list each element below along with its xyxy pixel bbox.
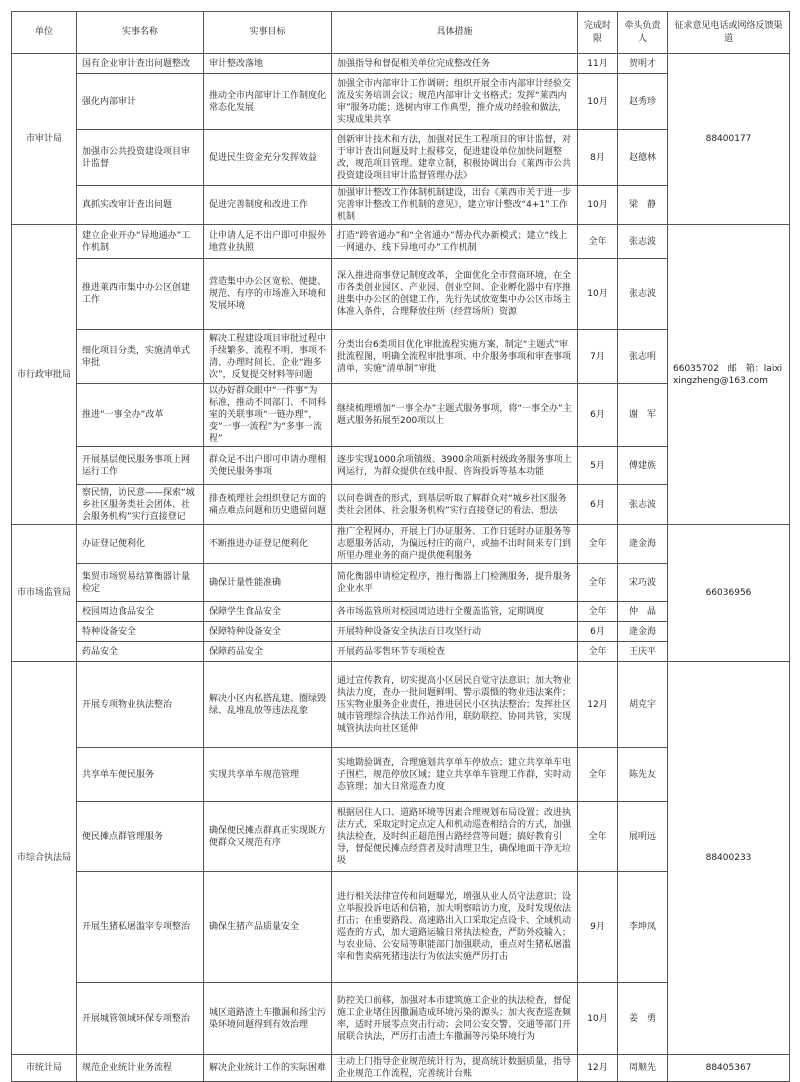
owner-cell: 赵秀珍 (618, 74, 668, 130)
project-goal-cell: 以办好群众眼中“一件事”为标准，推动不同部门、不同科室的关联事项“一链办理”，变“一事一流程”为“多事一流程” (204, 384, 332, 447)
project-name-cell: 共享单车便民服务 (77, 748, 204, 802)
deadline-cell: 10月 (578, 186, 618, 225)
project-goal-cell: 排查梳理社会组织登记方面的痛点难点问题和历史遗留问题 (204, 485, 332, 525)
deadline-cell: 全年 (578, 525, 618, 564)
deadline-cell: 12月 (578, 1055, 618, 1082)
measures-cell: 加强指导和督促相关单位完成整改任务 (332, 54, 578, 74)
owner-cell: 周顺先 (618, 1055, 668, 1082)
project-name-cell: 强化内部审计 (77, 74, 204, 130)
unit-cell: 市市场监管局 (12, 525, 77, 662)
table-body (12, 54, 790, 1082)
table-row (12, 1055, 790, 1082)
project-name-cell: 校园周边食品安全 (77, 602, 204, 622)
deadline-cell: 全年 (578, 564, 618, 602)
owner-cell: 宋巧波 (618, 564, 668, 602)
deadline-cell: 10月 (578, 259, 618, 330)
deadline-cell: 10月 (578, 74, 618, 130)
header-row (12, 12, 790, 54)
project-name-cell: 开展生猪私屠滥宰专项整治 (77, 872, 204, 983)
header-owner: 牵头负责人 (618, 12, 668, 54)
project-name-cell: 办证登记便利化 (77, 525, 204, 564)
table-row (12, 525, 790, 564)
project-name-cell: 加强市公共投资建设项目审计监督 (77, 130, 204, 186)
deadline-cell: 7月 (578, 330, 618, 384)
deadline-cell: 11月 (578, 54, 618, 74)
header-unit: 单位 (12, 12, 77, 54)
owner-cell: 谢 军 (618, 384, 668, 447)
deadline-cell: 5月 (578, 447, 618, 485)
measures-cell: 逐步实现1000余项镇级、3900余项新村级政务服务事项上网运行，为群众提供在线申报、咨询投诉等基本功能 (332, 447, 578, 485)
projects-table (11, 11, 790, 1082)
deadline-cell: 全年 (578, 225, 618, 259)
table-row (12, 662, 790, 748)
owner-cell: 赵德林 (618, 130, 668, 186)
project-name-cell: 察民情，访民意——探索“城乡社区服务类社会团体、社会服务机构”实行直接登记 (77, 485, 204, 525)
header-name: 实事名称 (77, 12, 204, 54)
project-goal-cell: 保障特种设备安全 (204, 622, 332, 642)
owner-cell: 陈先友 (618, 748, 668, 802)
deadline-cell: 12月 (578, 662, 618, 748)
measures-cell: 打造“跨省通办”和“全省通办”帮办代办新模式；建立“线上一网通办、线下异地可办”工作机制 (332, 225, 578, 259)
owner-cell: 胡克宇 (618, 662, 668, 748)
measures-cell: 开展药品零售环节专项检查 (332, 642, 578, 662)
project-name-cell: 集贸市场贸易结算衡器计量检定 (77, 564, 204, 602)
header-goal: 实事目标 (204, 12, 332, 54)
project-name-cell: 开展城管领域环保专项整治 (77, 983, 204, 1055)
header-measures: 具体措施 (332, 12, 578, 54)
measures-cell: 简化衡器申请检定程序，推行衡器上门检测服务，提升服务企业水平 (332, 564, 578, 602)
measures-cell: 以问卷调查的形式，到基层听取了解群众对“城乡社区服务类社会团体、社会服务机构”实行直接登记的看法、想法 (332, 485, 578, 525)
measures-cell: 推广全程网办，开展上门办证服务、工作日延时办证服务等志愿服务活动，为偏远村庄的商户，或抽不出时间来专门到所里办理业务的商户提供便利服务 (332, 525, 578, 564)
measures-cell: 深入推进商事登记制度改革，全面优化全市营商环境，在全市各类创业园区、产业园、创业空间、企业孵化器中有序推进集中办公区的创建工作，先行先试放宽集中办公区市场主体准入条件，合理释放住所（经营场所）资源 (332, 259, 578, 330)
measures-cell: 进行相关法律宣传和问题曝光，增强从业人员守法意识；设立举报投诉电话和信箱，加大明察暗访力度，及时发现依法打击；在重要路段、高速路出入口采取定点设卡、全域机动巡查的方式，加大道路运输日常执法检查，严防外疫输入；与农业局、公安局等职能部门加强联动，重点对生猪私屠滥宰和售卖病死猪违法行为依法实施严厉打击 (332, 872, 578, 983)
project-goal-cell: 促进完善制度和改进工作 (204, 186, 332, 225)
project-name-cell: 规范企业统计业务流程 (77, 1055, 204, 1082)
measures-cell: 通过宣传教育，切实提高小区居民自觉守法意识；加大物业执法力度，查办一批问题鲜明、警示震慑的物业违法案件；压实物业服务企业责任，推进居民小区执法整治；发挥社区城市管理综合执法工作站作用，联防联控、协同共管，实现城管执法向社区延伸 (332, 662, 578, 748)
deadline-cell: 8月 (578, 130, 618, 186)
deadline-cell: 6月 (578, 384, 618, 447)
owner-cell: 仲 晶 (618, 602, 668, 622)
project-goal-cell: 保障学生食品安全 (204, 602, 332, 622)
project-name-cell: 特种设备安全 (77, 622, 204, 642)
project-goal-cell: 促进民生资金充分发挥效益 (204, 130, 332, 186)
unit-cell: 市统计局 (12, 1055, 77, 1082)
measures-cell: 分类出台6类项目优化审批流程实施方案，制定“主题式”审批流程图，明确全流程审批事项、中介服务事项和审查事项清单，实施“清单制”审批 (332, 330, 578, 384)
project-name-cell: 建立企业开办“异地通办”工作机制 (77, 225, 204, 259)
project-goal-cell: 确保计量性能准确 (204, 564, 332, 602)
measures-cell: 根据居住人口、道路环境等因素合理规划布局设置；改进执法方式，采取定时定点定人和机动巡查相结合的方式，加强执法检查，及时纠正超范围占路经营等问题；搞好教育引导，督促便民摊点经营者及时清理卫生，确保地面干净无垃圾 (332, 802, 578, 872)
deadline-cell: 全年 (578, 642, 618, 662)
project-goal-cell: 保障药品安全 (204, 642, 332, 662)
header-phone: 征求意见电话或网络反馈渠道 (668, 12, 790, 54)
deadline-cell: 6月 (578, 622, 618, 642)
measures-cell: 各市场监管所对校园周边进行全覆盖监管，定期调度 (332, 602, 578, 622)
feedback-channel-cell: 66036956 (668, 525, 790, 662)
measures-cell: 实地勘验调查，合理施划共享单车停放点；建立共享单车电子围栏，规范停放区域；建立共享单车管理工作群，实时动态管理；加大日常巡查力度 (332, 748, 578, 802)
project-name-cell: 推进莱西市集中办公区创建工作 (77, 259, 204, 330)
owner-cell: 张志波 (618, 225, 668, 259)
owner-cell: 逄金海 (618, 622, 668, 642)
table-row (12, 225, 790, 259)
header-time: 完成时限 (578, 12, 618, 54)
owner-cell: 张志明 (618, 330, 668, 384)
owner-cell: 姜 勇 (618, 983, 668, 1055)
deadline-cell: 全年 (578, 602, 618, 622)
unit-cell: 市综合执法局 (12, 662, 77, 1055)
owner-cell: 贺明才 (618, 54, 668, 74)
project-name-cell: 药品安全 (77, 642, 204, 662)
project-goal-cell: 确保便民摊点群真正实现既方便群众又规范有序 (204, 802, 332, 872)
project-goal-cell: 不断推进办证登记便利化 (204, 525, 332, 564)
project-name-cell: 国有企业审计查出问题整改 (77, 54, 204, 74)
project-goal-cell: 群众足不出户即可申请办理相关便民服务事项 (204, 447, 332, 485)
project-name-cell: 开展基层便民服务事项上网运行工作 (77, 447, 204, 485)
project-goal-cell: 实现共享单车规范管理 (204, 748, 332, 802)
project-goal-cell: 让申请人足不出户即可申报外地营业执照 (204, 225, 332, 259)
project-goal-cell: 推动全市内部审计工作制度化常态化发展 (204, 74, 332, 130)
unit-cell: 市审计局 (12, 54, 77, 225)
feedback-channel-cell: 66035702 邮 箱：laixixingzheng@163.com (668, 225, 790, 525)
deadline-cell: 9月 (578, 872, 618, 983)
owner-cell: 张志波 (618, 259, 668, 330)
deadline-cell: 6月 (578, 485, 618, 525)
measures-cell: 加强全市内部审计工作调研；组织开展全市内部审计经验交流及实务培训会议；规范内部审计文书格式；发挥“莱西内审”服务功能；选树内审工作典型，推介成功经验和做法，实现成果共享 (332, 74, 578, 130)
project-name-cell: 推进“一事全办”改革 (77, 384, 204, 447)
owner-cell: 梁 静 (618, 186, 668, 225)
project-name-cell: 细化项目分类，实施清单式审批 (77, 330, 204, 384)
owner-cell: 张志波 (618, 485, 668, 525)
owner-cell: 逄金海 (618, 525, 668, 564)
project-goal-cell: 审计整改落地 (204, 54, 332, 74)
project-goal-cell: 营造集中办公区宽松、便捷、规范、有序的市场准入环境和发展环境 (204, 259, 332, 330)
unit-cell: 市行政审批局 (12, 225, 77, 525)
measures-cell: 主动上门指导企业规范统计行为，提高统计数据质量，指导企业规范工作流程，完善统计台账 (332, 1055, 578, 1082)
deadline-cell: 全年 (578, 748, 618, 802)
project-name-cell: 开展专项物业执法整治 (77, 662, 204, 748)
project-name-cell: 便民摊点群管理服务 (77, 802, 204, 872)
measures-cell: 加强审计整改工作体制机制建设，出台《莱西市关于进一步完善审计整改工作机制的意见》，建立审计整改“4+1”工作机制 (332, 186, 578, 225)
measures-cell: 开展特种设备安全执法百日攻坚行动 (332, 622, 578, 642)
measures-cell: 继续梳理增加“一事全办”主题式服务事项，将“一事全办”主题式服务拓展至200项以上 (332, 384, 578, 447)
deadline-cell: 全年 (578, 802, 618, 872)
project-goal-cell: 解决小区内私搭乱建、圈绿毁绿、乱堆乱放等违法乱象 (204, 662, 332, 748)
measures-cell: 防控关口前移，加强对本市建筑施工企业的执法检查，督促施工企业堵住因撒漏造成环境污染的源头；加大夜查巡查频率，适时开展零点突击行动；会同公安交警、交通等部门开展联合执法，严厉打击渣土车撒漏等污染环境行为 (332, 983, 578, 1055)
feedback-channel-cell: 88405367 (668, 1055, 790, 1082)
measures-cell: 创新审计技术和方法，加强对民生工程项目的审计监督，对于审计查出问题及时上报移交，促进建设单位加快问题整改，规范项目管理。建章立制，积极协调出台《莱西市公共投资建设项目审计监督管理办法》 (332, 130, 578, 186)
project-goal-cell: 解决工程建设项目审批过程中手续繁多、流程不明、事项不清、办理时间长、企业“跑多次”，反复提交材料等问题 (204, 330, 332, 384)
project-goal-cell: 确保生猪产品质量安全 (204, 872, 332, 983)
owner-cell: 李坤凤 (618, 872, 668, 983)
feedback-channel-cell: 88400177 (668, 54, 790, 225)
owner-cell: 展明远 (618, 802, 668, 872)
project-name-cell: 真抓实改审计查出问题 (77, 186, 204, 225)
project-goal-cell: 解决企业统计工作的实际困难 (204, 1055, 332, 1082)
owner-cell: 傅建族 (618, 447, 668, 485)
deadline-cell: 10月 (578, 983, 618, 1055)
table-row (12, 54, 790, 74)
project-goal-cell: 城区道路渣土车撒漏和扬尘污染环境问题得到有效治理 (204, 983, 332, 1055)
owner-cell: 王庆平 (618, 642, 668, 662)
feedback-channel-cell: 88400233 (668, 662, 790, 1055)
